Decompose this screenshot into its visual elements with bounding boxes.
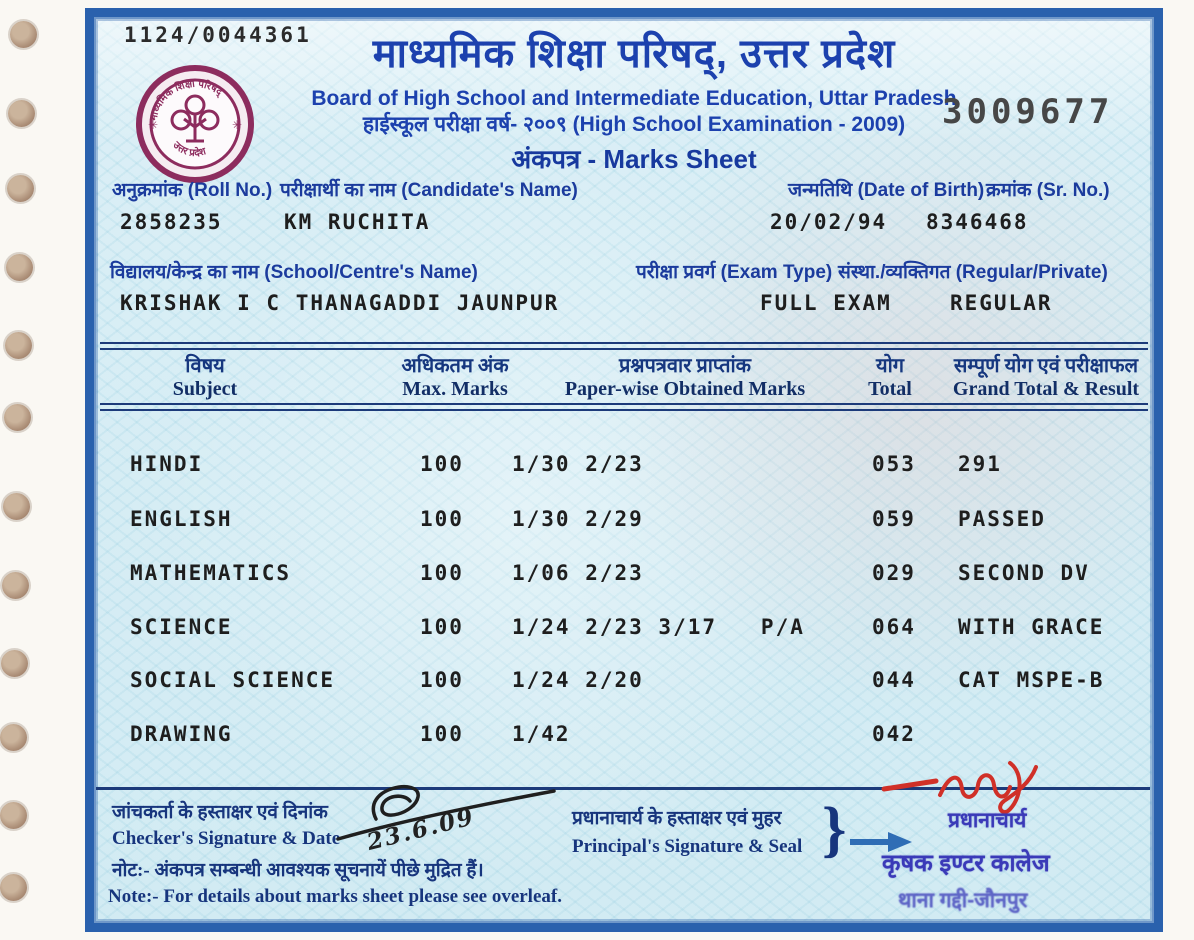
max-marks-cell: 100: [420, 507, 464, 531]
punch-hole: [4, 404, 31, 431]
seal-bottom-text: उत्तर प्रदेश: [170, 139, 208, 160]
dob-label: जन्मतिथि (Date of Birth): [788, 180, 985, 201]
category-label: संस्था./व्यक्तिगत (Regular/Private): [838, 262, 1108, 283]
punch-hole: [6, 254, 33, 281]
sr-no-value: 8346468: [926, 210, 1029, 234]
punch-hole: [8, 100, 35, 127]
stamp-college-name: कृषक इण्टर कालेज: [882, 850, 1050, 877]
subject-cell: DRAWING: [130, 722, 233, 746]
sr-no-label: क्रमांक (Sr. No.): [986, 180, 1110, 201]
punch-hole: [0, 874, 27, 901]
paperwise-cell: 1/24 2/20: [512, 668, 644, 692]
col-header-max-marks: [380, 355, 530, 401]
roll-no-label: अनुक्रमांक (Roll No.): [112, 180, 273, 201]
total-cell: 059: [872, 507, 916, 531]
board-name-english: Board of High School and Intermediate Education, Uttar Pradesh: [311, 87, 957, 110]
exam-type-label: परीक्षा प्रवर्ग (Exam Type): [636, 262, 833, 283]
paperwise-cell: 1/30 2/29: [512, 507, 644, 531]
grand-total-cell: WITH GRACE: [958, 615, 1105, 639]
seal-top-text: माध्यमिक शिक्षा परिषद्: [148, 78, 225, 122]
exam-type-value: FULL EXAM: [760, 291, 892, 315]
paperwise-cell: 1/06 2/23: [512, 561, 644, 585]
category-value: REGULAR: [950, 291, 1053, 315]
school-name-label: विद्यालय/केन्द्र का नाम (School/Centre's Name): [110, 262, 478, 283]
col-header-subject: [110, 355, 300, 401]
roll-no-value: 2858235: [120, 210, 223, 234]
grand-total-cell: CAT MSPE-B: [958, 668, 1105, 692]
punch-hole: [2, 572, 29, 599]
punch-hole: [3, 493, 30, 520]
seal-star-left: ✳: [148, 118, 159, 132]
paperwise-cell: 1/42: [512, 722, 571, 746]
max-marks-cell: 100: [420, 561, 464, 585]
checker-date: 23.6.09: [364, 803, 478, 856]
dob-value: 20/02/94: [770, 210, 888, 234]
school-name-value: KRISHAK I C THANAGADDI JAUNPUR: [120, 291, 560, 315]
principal-label-english: Principal's Signature & Seal: [572, 836, 803, 857]
subject-cell: SCIENCE: [130, 615, 233, 639]
punch-hole: [0, 724, 27, 751]
subject-cell: HINDI: [130, 452, 204, 476]
punch-hole: [10, 21, 37, 48]
col-header-total: [840, 355, 940, 401]
col-header-grand-total: [946, 355, 1146, 401]
form-serial-number: 1124/0044361: [124, 23, 312, 47]
punch-hole: [5, 332, 32, 359]
grand-total-cell: SECOND DV: [958, 561, 1090, 585]
grand-total-cell: PASSED: [958, 507, 1046, 531]
col-header-total-en: Total: [868, 378, 912, 400]
subject-cell: SOCIAL SCIENCE: [130, 668, 336, 692]
total-cell: 042: [872, 722, 916, 746]
total-cell: 044: [872, 668, 916, 692]
col-header-paperwise-hi: प्रश्नपत्रवार प्राप्तांक: [618, 355, 752, 377]
max-marks-cell: 100: [420, 668, 464, 692]
table-header-bottom-rule: [100, 403, 1148, 411]
col-header-paperwise-en: Paper-wise Obtained Marks: [564, 378, 806, 400]
col-header-max-hi: अधिकतम अंक: [401, 355, 509, 377]
candidate-name-value: KM RUCHITA: [284, 210, 431, 234]
col-header-subject-hi: विषय: [185, 355, 225, 377]
stamp-principal: प्रधानाचार्य: [948, 809, 1027, 832]
max-marks-cell: 100: [420, 452, 464, 476]
punch-hole: [1, 650, 28, 677]
punch-hole: [7, 175, 34, 202]
total-cell: 053: [872, 452, 916, 476]
grand-total-cell: 291: [958, 452, 1002, 476]
paperwise-cell: 1/24 2/23 3/17 P/A: [512, 615, 805, 639]
subject-cell: ENGLISH: [130, 507, 233, 531]
checker-label-english: Checker's Signature & Date: [112, 828, 341, 849]
note-english: Note:- For details about marks sheet please see overleaf.: [108, 886, 562, 907]
brace-glyph: }: [822, 796, 847, 864]
col-header-grand-en: Grand Total & Result: [952, 378, 1140, 400]
board-seal: [134, 63, 256, 190]
seal-star-right: ✳: [232, 118, 243, 132]
stamp-address: थाना गद्दी-जौनपुर: [898, 889, 1028, 912]
table-top-rule: [100, 342, 1148, 350]
total-cell: 064: [872, 615, 916, 639]
col-header-subject-en: Subject: [172, 378, 238, 400]
col-header-grand-hi: सम्पूर्ण योग एवं परीक्षाफल: [953, 355, 1139, 377]
punch-hole: [0, 802, 27, 829]
note-hindi: नोट:- अंकपत्र सम्बन्धी आवश्यक सूचनायें पीछे मुद्रित हैं।: [112, 860, 484, 881]
marks-sheet-document: [85, 8, 1163, 932]
paperwise-cell: 1/30 2/23: [512, 452, 644, 476]
subject-cell: MATHEMATICS: [130, 561, 292, 585]
candidate-name-label: परीक्षार्थी का नाम (Candidate's Name): [280, 180, 578, 201]
col-header-total-hi: योग: [875, 355, 905, 377]
board-name-hindi: माध्यमिक शिक्षा परिषद्, उत्तर प्रदेश: [372, 32, 896, 76]
checker-label-hindi: जांचकर्ता के हस्ताक्षर एवं दिनांक: [112, 802, 328, 823]
exam-year-line: हाईस्कूल परीक्षा वर्ष- २००९ (High School Examination - 2009): [362, 113, 906, 136]
col-header-paperwise: [530, 355, 840, 401]
sheet-number: 3009677: [942, 92, 1114, 132]
max-marks-cell: 100: [420, 615, 464, 639]
marks-sheet-title: अंकपत्र - Marks Sheet: [511, 144, 757, 174]
total-cell: 029: [872, 561, 916, 585]
principal-label-hindi: प्रधानाचार्य के हस्ताक्षर एवं मुहर: [572, 808, 782, 829]
col-header-max-en: Max. Marks: [402, 378, 508, 400]
max-marks-cell: 100: [420, 722, 464, 746]
